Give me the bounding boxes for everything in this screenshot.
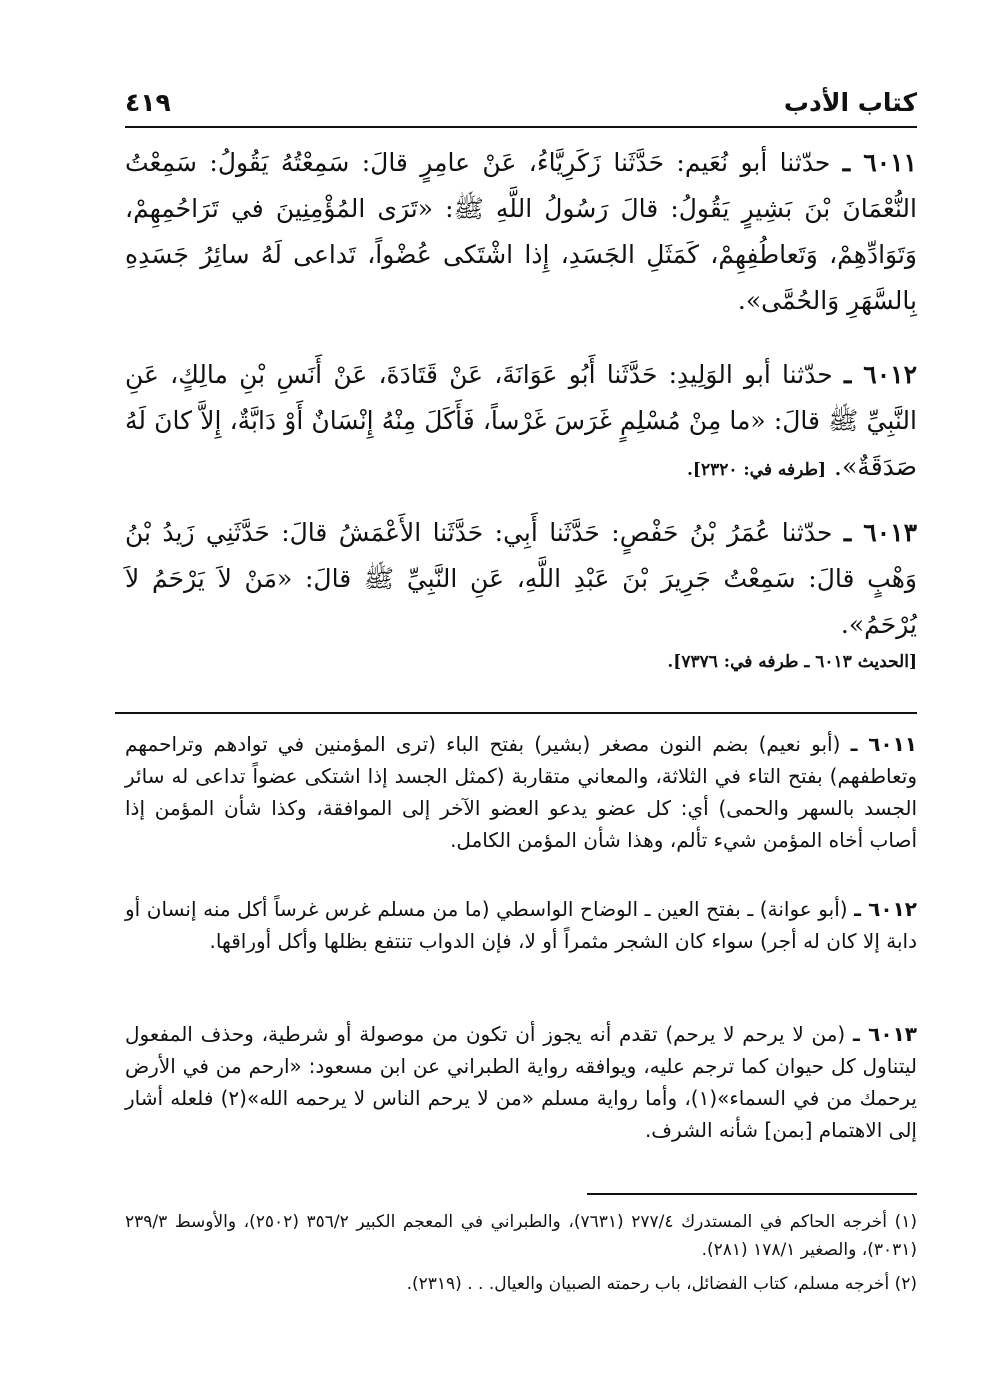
commentary-separator: [115, 712, 917, 714]
hadith-6012: [125, 352, 917, 490]
commentary-text: (أبو نعيم) بضم النون مصغر (بشير) بفتح الباء (ترى المؤمنين في توادهم وتراحمهم وتعاطفهم) بفتح التاء في الثلاثة، والمعاني متقاربة (كمثل الجسد إذا اشتكى عضواً تداعى له سائر الجسد بالسهر والحمى) أي: كل عضو يدعو العضو الآخر إلى الموافقة، وكذا شأن المؤمن إذا أصاب أخاه المؤمن شيء تألم، وهذا شأن المؤمن الكامل.: [125, 732, 917, 852]
hadith-text: حدّثنا عُمَرُ بْنُ حَفْصٍ: حَدَّثَنا أَبِي: حَدَّثَنا الأَعْمَشُ قالَ: حَدَّثَنِي زَيدُ بْنُ وَهْبٍ قالَ: سَمِعْتُ جَرِيرَ بْنَ عَبْدِ اللَّهِ، عَنِ النَّبِيِّ ﷺ قالَ: «مَنْ لاَ يَرْحَمُ لاَ يُرْحَمُ».: [125, 518, 917, 639]
footnote-separator: [587, 1193, 917, 1195]
commentary-6011: [125, 728, 917, 856]
hadith-number: ٦٠١٢ ـ: [843, 360, 917, 389]
running-header: [125, 88, 917, 122]
commentary-number: ٦٠١٣ ـ: [852, 1022, 917, 1046]
hadith-note: [طرفه في: ٢٣٢٠].: [686, 460, 827, 480]
hadith-number: ٦٠١٣ ـ: [843, 518, 917, 547]
footnote-1: [125, 1208, 917, 1264]
hadith-note: [الحديث ٦٠١٣ ـ طرفه في: ٧٣٧٦].: [667, 652, 917, 672]
commentary-6013: [125, 1018, 917, 1146]
footnote-marker: (٢): [894, 1274, 917, 1294]
footnote-text: أخرجه مسلم، كتاب الفضائل، باب رحمته الصبيان والعيال. . . (٢٣١٩).: [406, 1274, 890, 1294]
commentary-number: ٦٠١١ ـ: [850, 732, 918, 756]
footnote-marker: (١): [894, 1212, 917, 1232]
hadith-number: ٦٠١١ ـ: [842, 148, 917, 177]
hadith-text: حدّثنا أبو نُعَيم: حَدَّثَنا زَكَرِيَّاءُ، عَنْ عامِرٍ قالَ: سَمِعْتُهُ يَقُولُ: سَمِعْتُ النُّعْمَانَ بْنَ بَشِيرٍ يَقُولُ: قالَ رَسُولُ اللَّهِ ﷺ: «تَرَى المُؤْمِنِينَ في تَرَاحُمِهِمْ، وَتَوَادِّهِمْ، وَتَعاطُفِهِمْ، كَمَثَلِ الجَسَدِ، إِذا اشْتَكى عُضْواً، تَداعى لَهُ سائِرُ جَسَدِهِ بِالسَّهَرِ وَالحُمَّى».: [125, 148, 917, 315]
commentary-text: (من لا يرحم لا يرحم) تقدم أنه يجوز أن تكون من موصولة أو شرطية، وحذف المفعول ليتناول كل حيوان كما ترجم عليه، ويوافقه رواية الطبراني عن ابن مسعود: «ارحم من في الأرض يرحمك من في السماء»(١)، وأما رواية مسلم «من لا يرحم الناس لا يرحمه الله»(٢) فلعله أشار إلى الاهتمام [بمن] شأنه الشرف.: [125, 1022, 917, 1142]
commentary-6012: [125, 893, 917, 957]
hadith-text: حدّثنا أبو الوَلِيدِ: حَدَّثَنا أَبُو عَوَانَةَ، عَنْ قَتَادَةَ، عَنْ أَنَسِ بْنِ مالِكٍ، عَنِ النَّبِيِّ ﷺ قالَ: «ما مِنْ مُسْلِمٍ غَرَسَ غَرْساً، فَأَكَلَ مِنْهُ إِنْسَانٌ أَوْ دَابَّةٌ، إِلاَّ كانَ لَهُ صَدَقَةٌ».: [125, 360, 917, 481]
book-title: كتاب الأدب: [783, 88, 917, 117]
page: [125, 0, 917, 1397]
hadith-6011: [125, 140, 917, 324]
header-rule: [125, 126, 917, 128]
commentary-text: (أبو عوانة) ـ بفتح العين ـ الوضاح الواسطي (ما من مسلم غرس غرساً أكل منه إنسان أو دابة إلا كان له أجر) سواء كان الشجر مثمراً أو لا، فإن الدواب تنتفع بظلها وأكل أوراقها.: [125, 897, 917, 953]
footnote-text: أخرجه الحاكم في المستدرك ٢٧٧/٤ (٧٦٣١)، والطبراني في المعجم الكبير ٣٥٦/٢ (٢٥٠٢)، والأوسط ٢٣٩/٣ (٣٠٣١)، والصغير ١٧٨/١ (٢٨١).: [125, 1212, 917, 1260]
hadith-6013: [125, 510, 917, 676]
page-number: ٤١٩: [125, 88, 171, 117]
footnote-2: [125, 1270, 917, 1298]
footnotes: [125, 1208, 917, 1298]
commentary-number: ٦٠١٢ ـ: [854, 897, 917, 921]
